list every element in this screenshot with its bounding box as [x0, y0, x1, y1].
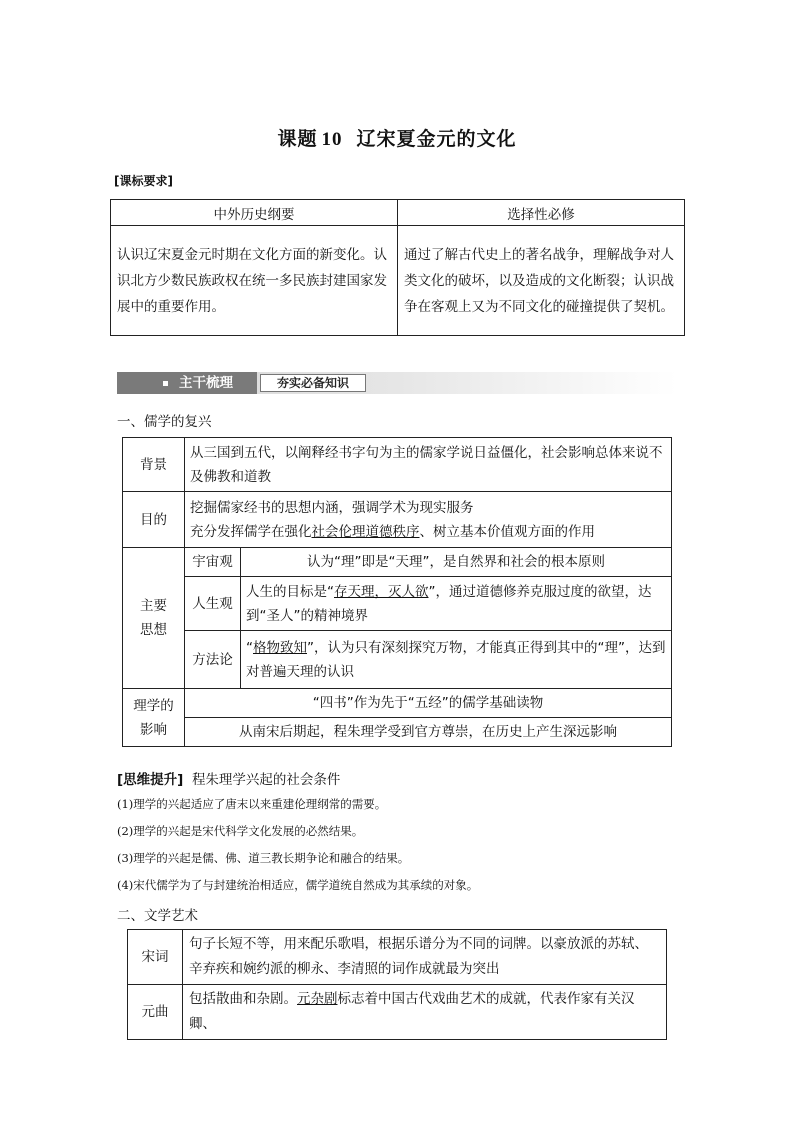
yuanqu-text [183, 985, 667, 1040]
section1-heading: 一、儒学的复兴 [117, 414, 212, 430]
thinking-tag: [思维提升] [117, 772, 184, 788]
influence-label-2: 影响 [140, 721, 167, 738]
thought-label [123, 548, 185, 689]
req-header-left: 中外历史纲要 [111, 200, 398, 226]
life-text-pre: 人生的目标是“ [246, 583, 334, 600]
purpose-line-2-post: 、树立基本价值观方面的作用 [419, 523, 595, 540]
cosmos-text: 认为“理”即是“天理”，是自然界和社会的根本原则 [241, 548, 672, 577]
thought-label-1: 主要 [140, 598, 167, 614]
method-text-post: ”，认为只有深刻探究万物，才能真正得到其中的“理”，达到对普遍天理的认识 [246, 639, 666, 680]
section2-heading: 二、文学艺术 [117, 908, 198, 924]
thinking-title: 程朱理学兴起的社会条件 [191, 772, 341, 788]
yuanqu-text-underlined: 元杂剧 [297, 991, 338, 1007]
thought-label-2: 思想 [140, 622, 167, 638]
influence-label [123, 689, 185, 747]
req-right-text: 通过了解古代史上的著名战争，理解战争对人类文化的破坏，以及造成的文化断裂；认识战争在客观上又为不同文化的碰撞提供了契机。 [398, 226, 685, 336]
thinking-heading [117, 768, 340, 788]
purpose-line-2 [190, 520, 666, 544]
influence-label-1: 理学的 [133, 697, 174, 714]
requirements-table [110, 199, 685, 336]
influence-1: “四书”作为先于“五经”的儒学基础读物 [185, 689, 672, 718]
page-title [0, 124, 794, 151]
thinking-item: (1)理学的兴起适应了唐末以来重建伦理纲常的需要。 [117, 797, 387, 811]
songci-text: 句子长短不等，用来配乐歌唱，根据乐谱分为不同的词牌。以豪放派的苏轼、辛弃疾和婉约派的柳永、李清照的词作成就最为突出 [183, 930, 667, 985]
purpose-line-1: 挖掘儒家经书的思想内涵，强调学术为现实服务 [190, 499, 474, 516]
background-text: 从三国到五代，以阐释经书字句为主的儒家学说日益僵化，社会影响总体来说不及佛教和道教 [185, 438, 672, 492]
method-text-pre: “ [246, 639, 253, 656]
purpose-line-2-pre: 充分发挥儒学在强化 [190, 523, 312, 540]
req-left-text: 认识辽宋夏金元时期在文化方面的新变化。认识北方少数民族政权在统一多民族封建国家发展中的重要作用。 [111, 226, 398, 336]
confucianism-table [122, 437, 672, 747]
background-label: 背景 [123, 438, 185, 492]
thinking-item: (3)理学的兴起是儒、佛、道三教长期争论和融合的结果。 [117, 851, 410, 865]
yuanqu-label: 元曲 [128, 985, 183, 1040]
method-text-underlined: 格物致知 [253, 639, 307, 656]
req-header-right: 选择性必修 [398, 200, 685, 226]
title-number: 10 [321, 129, 343, 150]
life-label: 人生观 [185, 577, 241, 631]
section-banner [117, 372, 677, 394]
life-text [241, 577, 672, 631]
banner-main-label: 主干梳理 [179, 375, 233, 391]
literature-table [127, 929, 667, 1040]
method-label: 方法论 [185, 631, 241, 689]
life-text-post: ”，通过道德修养克服过度的欲望，达到“圣人”的精神境界 [246, 583, 652, 624]
songci-label: 宋词 [128, 930, 183, 985]
yuanqu-text-pre: 包括散曲和杂剧。 [189, 991, 297, 1007]
influence-2: 从南宋后期起，程朱理学受到官方尊崇，在历史上产生深远影响 [185, 718, 672, 747]
purpose-text [185, 492, 672, 548]
banner-main [117, 372, 257, 394]
purpose-label: 目的 [123, 492, 185, 548]
life-text-underlined: 存天理，灭人欲 [334, 583, 429, 600]
requirements-label: [课标要求] [114, 174, 173, 188]
title-prefix: 课题 [277, 128, 318, 150]
title-text: 辽宋夏金元的文化 [356, 128, 517, 150]
method-text [241, 631, 672, 689]
cosmos-label: 宇宙观 [185, 548, 241, 577]
yuanqu-text-post: 标志着中国古代戏曲艺术的成就，代表作家有关汉卿、 [189, 991, 635, 1032]
purpose-line-2-underlined: 社会伦理道德秩序 [311, 523, 420, 540]
bullet-square-icon [163, 381, 168, 386]
thinking-item: (2)理学的兴起是宋代科学文化发展的必然结果。 [117, 824, 364, 838]
banner-sub-label: 夯实必备知识 [260, 374, 366, 392]
thinking-item: (4)宋代儒学为了与封建统治相适应，儒学道统自然成为其承续的对象。 [117, 878, 479, 892]
